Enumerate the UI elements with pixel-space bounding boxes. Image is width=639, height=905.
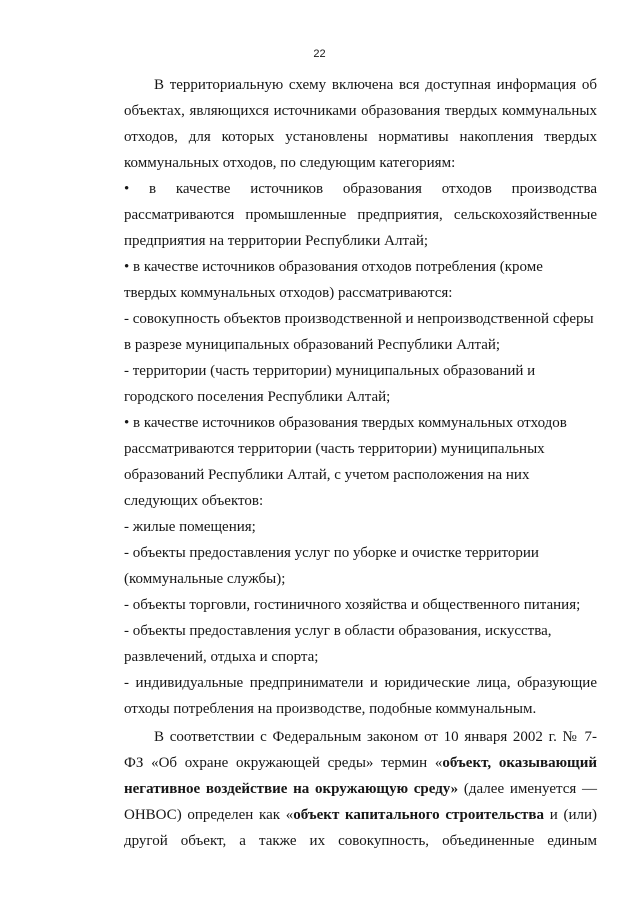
text-segment: и (или) [544, 807, 597, 823]
text-line: - объекты предоставления услуг в области образования, искусства, [124, 623, 552, 639]
text-line: другой объект, а также их совокупность, объединенные единым [124, 833, 597, 849]
text-segment: ФЗ «Об охране окружающей среды» термин « [124, 755, 443, 771]
text-line: (коммунальные службы); [124, 571, 286, 587]
text-line: отходы потребления на производстве, подобные коммунальным. [124, 701, 537, 717]
text-line: коммунальных отходов, по следующим категориям: [124, 155, 456, 171]
text-line: - территории (часть территории) муниципальных образований и [124, 363, 536, 379]
text-line: • в качестве источников образования твердых коммунальных отходов [124, 415, 567, 431]
closing-paragraph [124, 724, 597, 854]
text-line: - жилые помещения; [124, 519, 256, 535]
bold-term: негативное воздействие на окружающую среду» [124, 781, 459, 797]
text-line [124, 776, 597, 802]
text-line: - объекты торговли, гостиничного хозяйства и общественного питания; [124, 597, 581, 613]
text-line: городского поселения Республики Алтай; [124, 389, 391, 405]
text-lines [124, 72, 597, 722]
text-line [124, 802, 597, 828]
text-line: объектах, являющихся источниками образования твердых коммунальных [124, 103, 597, 119]
text-line: развлечений, отдыха и спорта; [124, 649, 319, 665]
text-line: рассматриваются территории (часть территории) муниципальных [124, 441, 545, 457]
text-segment: ОНВОС) определен как « [124, 807, 294, 823]
text-line: в разрезе муниципальных образований Республики Алтай; [124, 337, 501, 353]
text-line: - совокупность объектов производственной и непроизводственной сферы [124, 311, 594, 327]
text-line: твердых коммунальных отходов) рассматриваются: [124, 285, 453, 301]
text-line: В территориальную схему включена вся доступная информация об [154, 77, 597, 93]
bold-term: объект капитального строительства [293, 807, 545, 823]
text-line: - индивидуальные предприниматели и юридические лица, образующие [124, 675, 597, 691]
text-line: отходов, для которых установлены нормативы накопления твердых [124, 129, 597, 145]
text-line [124, 750, 597, 776]
text-line: • в качестве источников образования отходов производства [124, 181, 597, 197]
text-line: следующих объектов: [124, 493, 264, 509]
text-line: - объекты предоставления услуг по уборке и очистке территории [124, 545, 539, 561]
text-line: образований Республики Алтай, с учетом расположения на них [124, 467, 530, 483]
bold-term: объект, оказывающий [442, 755, 597, 771]
page-number: 22 [313, 48, 326, 60]
text-line: В соответствии с Федеральным законом от 10 января 2002 г. № 7- [154, 729, 597, 745]
text-line: рассматриваются промышленные предприятия, сельскохозяйственные [124, 207, 597, 223]
text-line: предприятия на территории Республики Алтай; [124, 233, 429, 249]
document-body [124, 72, 597, 854]
text-segment: (далее именуется — [458, 781, 597, 797]
text-line: • в качестве источников образования отходов потребления (кроме [124, 259, 543, 275]
